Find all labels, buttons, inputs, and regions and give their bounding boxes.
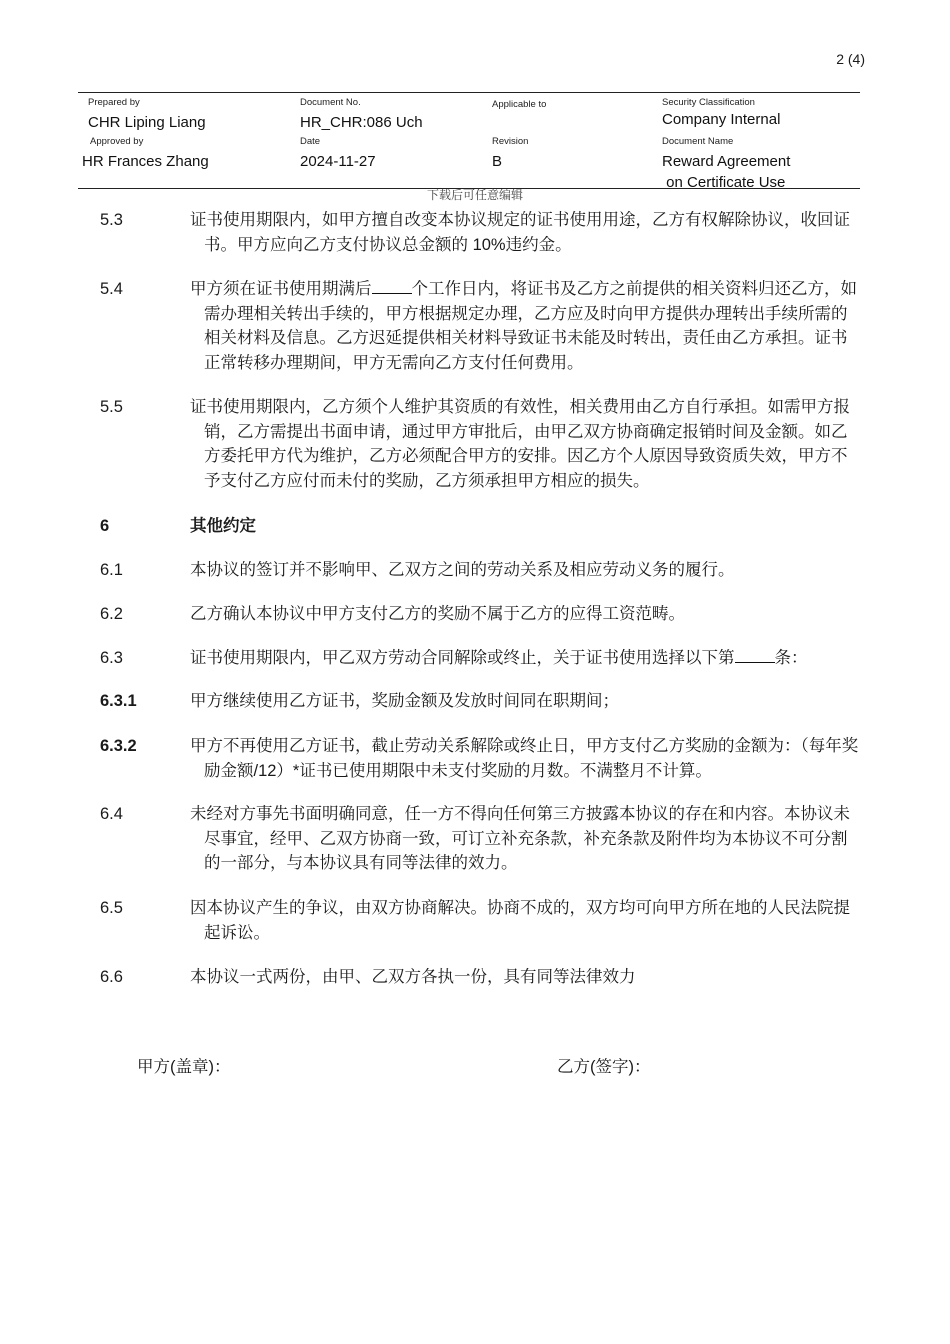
clause-number: 6.1 — [100, 561, 123, 579]
clause-text-post: 条： — [774, 649, 808, 667]
document-header-table — [78, 92, 860, 189]
security-classification-value: Company Internal — [662, 111, 781, 128]
clause-6-3-2 — [100, 734, 860, 783]
approved-by-cell — [82, 136, 209, 172]
clause-number: 6.5 — [100, 899, 123, 917]
clause-6-6 — [100, 965, 860, 990]
clause-number: 5.3 — [100, 211, 123, 229]
clause-text: 乙方确认本协议中甲方支付乙方的奖励不属于乙方的应得工资范畴。 — [190, 605, 685, 623]
document-name-line1: Reward Agreement — [662, 153, 791, 170]
clause-text-pre: 甲方须在证书使用期满后 — [190, 280, 372, 298]
clause-text: 甲方不再使用乙方证书，截止劳动关系解除或终止日，甲方支付乙方奖励的金额为：（每年奖励金额/12）*证书已使用期限中未支付奖励的月数。不满整月不计算。 — [190, 737, 859, 780]
clause-text: 证书使用期限内，乙方须个人维护其资质的有效性，相关费用由乙方自行承担。如需甲方报销，乙方需提出书面申请，通过甲方审批后，由甲乙双方协商确定报销时间及金额。如乙方委托甲方代为维护，乙方必须配合甲方的安排。因乙方个人原因导致资质失效，甲方不予支付乙方应付而未付的奖励，乙方须承担甲方相应的损失。 — [190, 398, 850, 490]
prepared-by-cell — [88, 97, 206, 133]
clause-number: 6.3.2 — [100, 737, 137, 755]
date-value: 2024-11-27 — [300, 153, 376, 170]
clause-6-5 — [100, 896, 860, 945]
document-name-cell — [662, 136, 790, 193]
prepared-by-value: CHR Liping Liang — [88, 114, 206, 131]
clause-text — [190, 646, 860, 671]
clause-text: 未经对方事先书面明确同意，任一方不得向任何第三方披露本协议的存在和内容。本协议未尽事宜，经甲、乙双方协商一致，可订立补充条款，补充条款及附件均为本协议不可分割的一部分，与本协议具有同等法律的效力。 — [190, 805, 850, 872]
clause-number: 5.4 — [100, 280, 123, 298]
section-6-heading — [100, 514, 860, 539]
approved-by-value: HR Frances Zhang — [82, 153, 209, 170]
document-name-label: Document Name — [662, 136, 734, 147]
clause-6-1 — [100, 558, 860, 583]
security-classification-label: Security Classification — [662, 97, 755, 108]
section-number: 6 — [100, 517, 110, 535]
applicable-to-cell — [492, 99, 546, 110]
clause-text-pre: 证书使用期限内，甲乙双方劳动合同解除或终止，关于证书使用选择以下第 — [190, 649, 735, 667]
party-a-signature-label: 甲方(盖章)： — [137, 1058, 231, 1076]
clause-number: 6.2 — [100, 605, 123, 623]
clause-6-3 — [100, 646, 860, 671]
clause-number: 6.3 — [100, 649, 123, 667]
fill-in-blank[interactable] — [372, 279, 412, 294]
clause-number: 5.5 — [100, 398, 123, 416]
clause-6-4 — [100, 802, 860, 876]
clause-text: 因本协议产生的争议，由双方协商解决。协商不成的，双方均可向甲方所在地的人民法院提起诉讼。 — [190, 899, 850, 942]
revision-label: Revision — [492, 136, 529, 147]
clause-text: 本协议一式两份，由甲、乙双方各执一份，具有同等法律效力 — [190, 968, 636, 986]
document-no-label: Document No. — [300, 97, 361, 108]
section-title: 其他约定 — [190, 517, 256, 535]
revision-value: B — [492, 153, 503, 170]
document-no-cell — [300, 97, 423, 133]
clause-5-3 — [100, 208, 860, 257]
clause-5-5 — [100, 395, 860, 493]
document-no-value: HR_CHR:086 Uch — [300, 114, 423, 131]
revision-cell — [492, 136, 528, 172]
clause-text-post: 个工作日内，将证书及乙方之前提供的相关资料归还乙方，如需办理相关转出手续的，甲方根据规定办理，乙方应及时向甲方提供办理转出手续所需的相关材料及信息。乙方迟延提供相关材料导致证书未能及时转出，责任由乙方承担。证书正常转移办理期间，甲方无需向乙方支付任何费用。 — [204, 280, 857, 372]
security-classification-cell — [662, 97, 780, 130]
applicable-to-label: Applicable to — [492, 99, 547, 110]
clause-number: 6.4 — [100, 805, 123, 823]
clause-number: 6.3.1 — [100, 692, 137, 710]
clause-text — [190, 277, 860, 375]
page-number: 2 (4) — [836, 51, 865, 67]
clause-number: 6.6 — [100, 968, 123, 986]
download-watermark: 下载后可任意编辑 — [426, 188, 523, 202]
fill-in-blank[interactable] — [735, 648, 775, 663]
clause-text: 证书使用期限内，如甲方擅自改变本协议规定的证书使用用途，乙方有权解除协议，收回证书。甲方应向乙方支付协议总金额的 10%违约金。 — [190, 211, 850, 254]
party-b-signature-label: 乙方(签字)： — [557, 1058, 651, 1076]
date-label: Date — [300, 136, 321, 147]
date-cell — [300, 136, 376, 172]
clause-text: 本协议的签订并不影响甲、乙双方之间的劳动关系及相应劳动义务的履行。 — [190, 561, 735, 579]
clause-text: 甲方继续使用乙方证书，奖励金额及发放时间同在职期间； — [190, 692, 619, 710]
clause-6-2 — [100, 602, 860, 627]
approved-by-label: Approved by — [90, 136, 144, 147]
clause-6-3-1 — [100, 689, 860, 714]
clause-5-4 — [100, 277, 860, 375]
document-name-line2: on Certificate Use — [662, 174, 786, 191]
prepared-by-label: Prepared by — [88, 97, 140, 108]
